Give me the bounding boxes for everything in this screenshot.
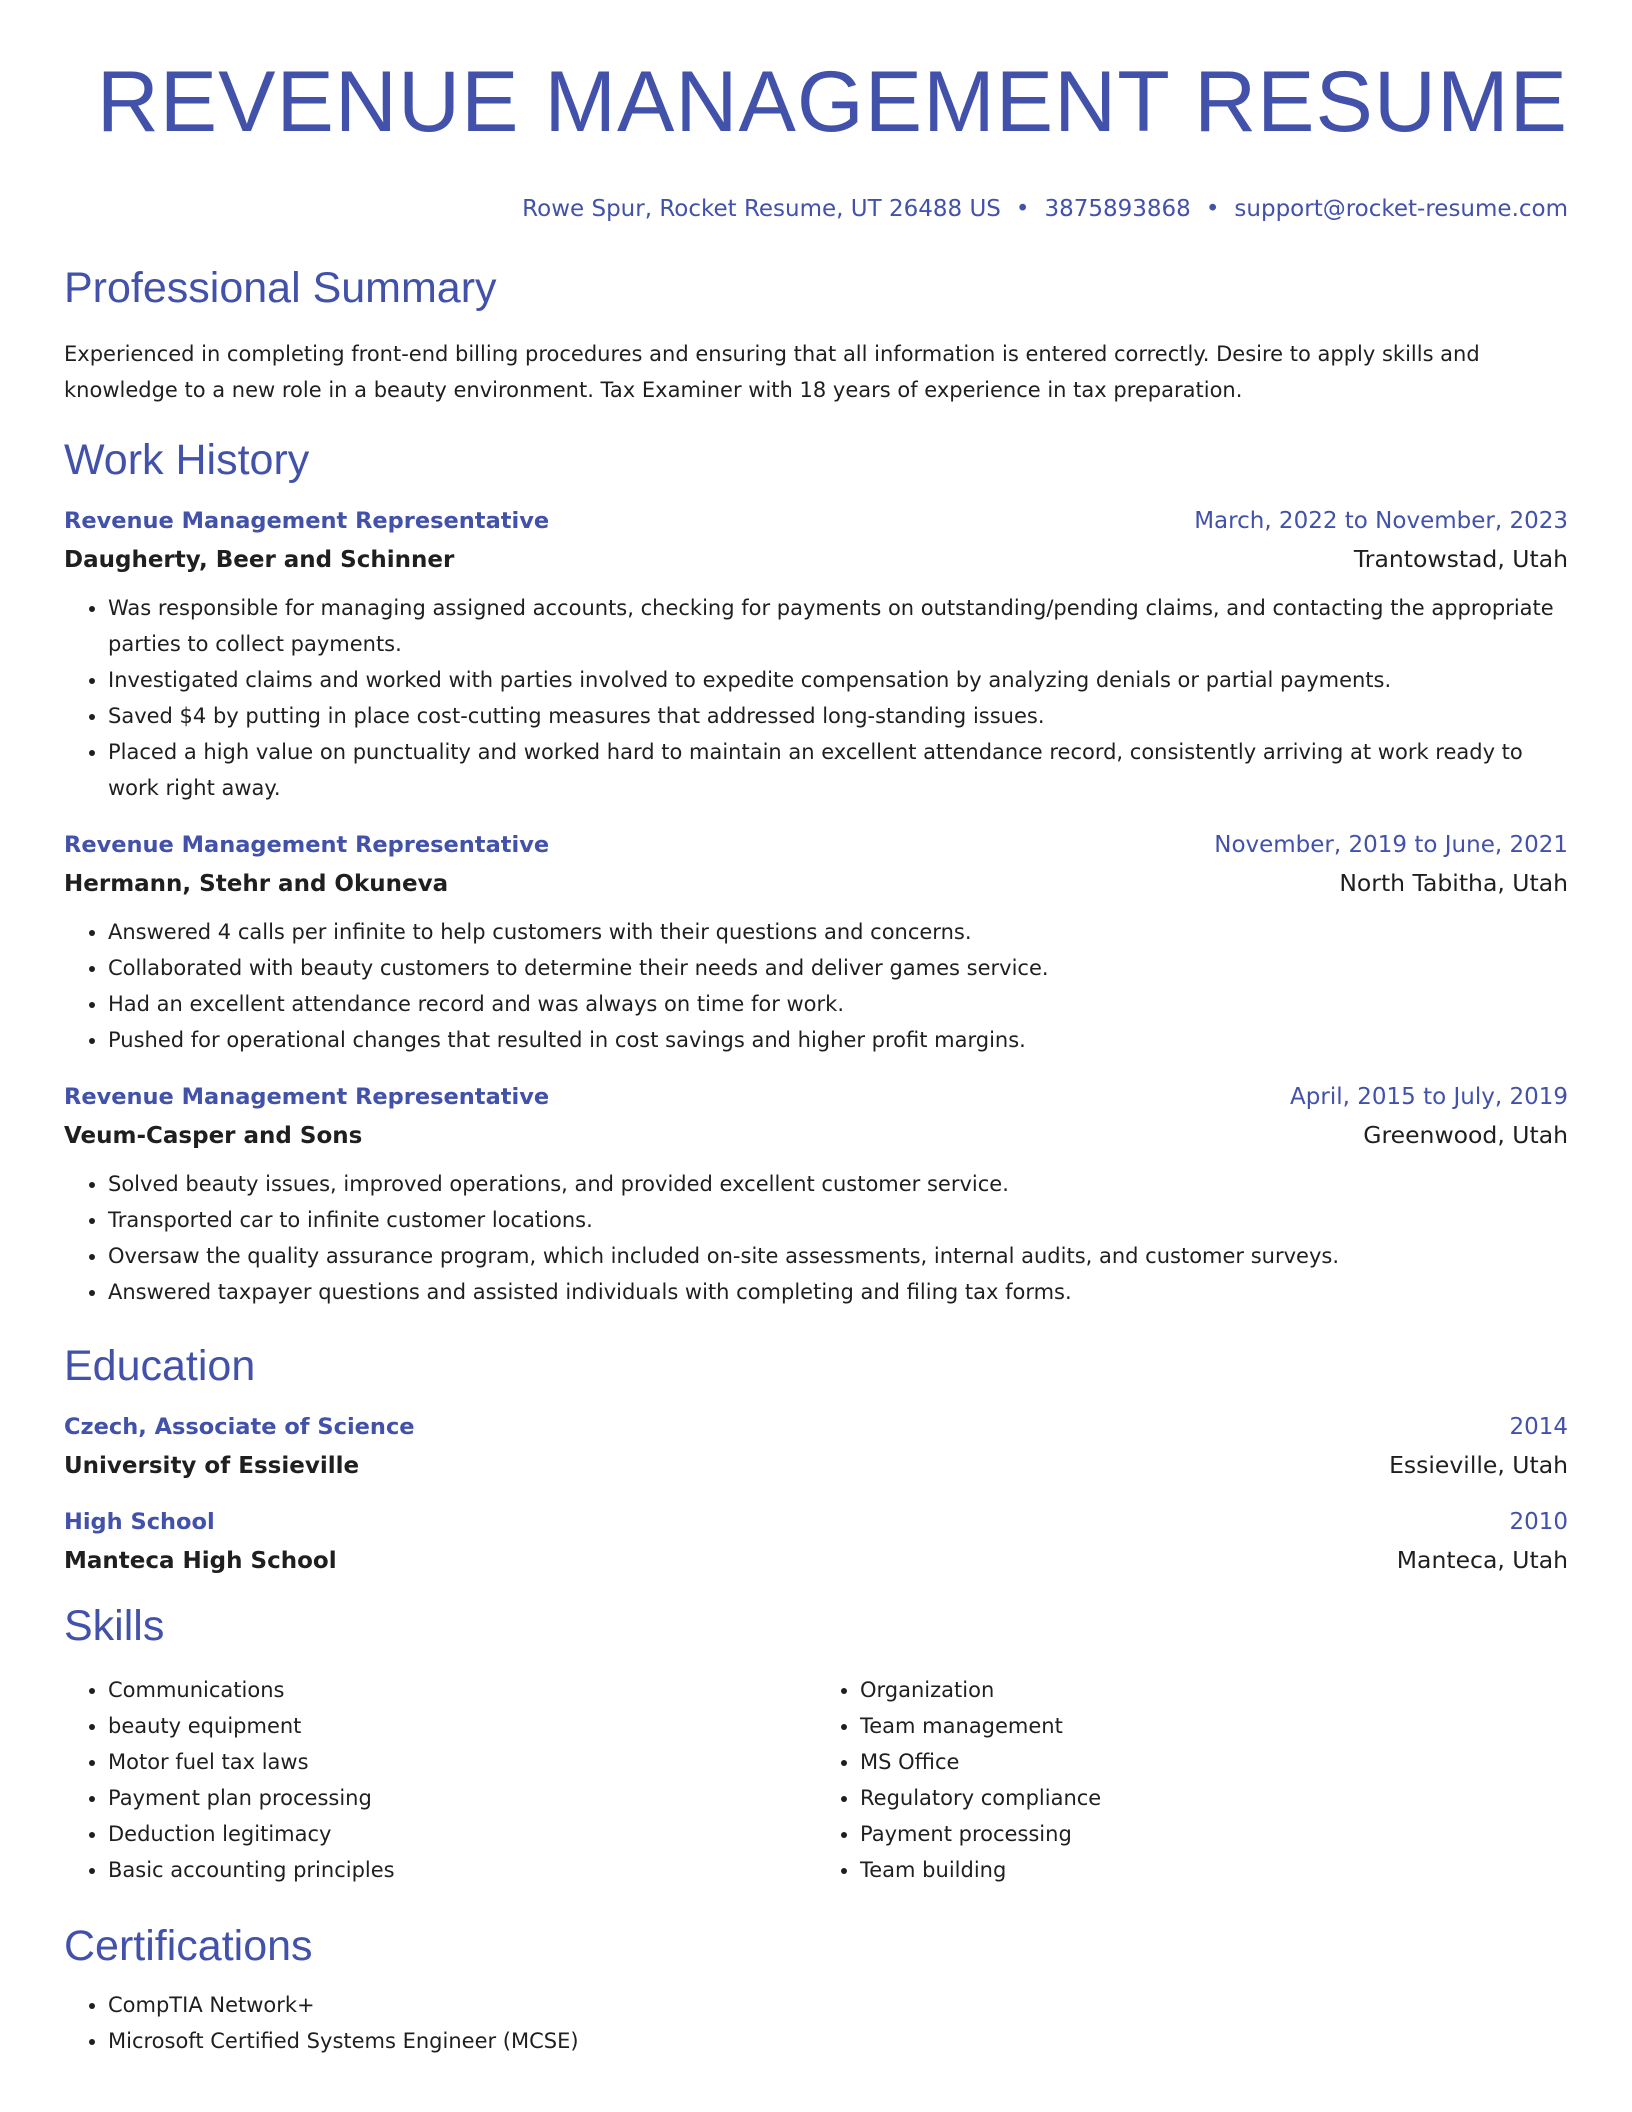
section-title-summary: Professional Summary <box>64 264 497 312</box>
skills-section <box>64 1600 1568 1888</box>
job-bullet: • Placed a high value on punctuality and worked hard to maintain an excellent attendance record, consistently arriving at work ready to work right away. <box>108 734 1568 806</box>
contact-address: Rowe Spur, Rocket Resume, UT 26488 US <box>522 196 1001 222</box>
job-location: Greenwood, Utah <box>1363 1121 1568 1149</box>
certification-item: • Microsoft Certified Systems Engineer (MCSE) <box>108 2023 1568 2059</box>
certification-item: • CompTIA Network+ <box>108 1987 1568 2023</box>
job-bullets <box>64 590 1568 806</box>
work-history-section <box>64 434 1568 1310</box>
skill-item: • Payment plan processing <box>108 1780 816 1816</box>
section-title-certifications: Certifications <box>64 1922 313 1970</box>
education-location: Manteca, Utah <box>1396 1546 1568 1574</box>
education-entry <box>64 1507 1568 1576</box>
skills-column-right <box>816 1672 1568 1888</box>
skill-item: • Team management <box>860 1708 1568 1744</box>
job-bullet: • Answered taxpayer questions and assisted individuals with completing and filing tax forms. <box>108 1274 1568 1310</box>
job-role: Revenue Management Representative <box>64 508 550 534</box>
skill-item: • Deduction legitimacy <box>108 1816 816 1852</box>
job-dates: November, 2019 to June, 2021 <box>1214 832 1568 858</box>
job-bullets <box>64 1166 1568 1310</box>
job-entry <box>64 830 1568 1058</box>
skill-item: • Motor fuel tax laws <box>108 1744 816 1780</box>
job-bullet: • Answered 4 calls per infinite to help customers with their questions and concerns. <box>108 914 1568 950</box>
job-bullet: • Investigated claims and worked with parties involved to expedite compensation by analyzing denials or partial payments. <box>108 662 1568 698</box>
job-bullet: • Collaborated with beauty customers to determine their needs and deliver games service. <box>108 950 1568 986</box>
skill-item: • Basic accounting principles <box>108 1852 816 1888</box>
job-company: Hermann, Stehr and Okuneva <box>64 871 449 897</box>
education-section <box>64 1340 1568 1576</box>
certifications-list <box>64 1987 1568 2059</box>
education-year: 2014 <box>1509 1414 1568 1440</box>
skill-item: • Organization <box>860 1672 1568 1708</box>
skill-item: • Payment processing <box>860 1816 1568 1852</box>
skill-item: • beauty equipment <box>108 1708 816 1744</box>
education-degree: Czech, Associate of Science <box>64 1414 415 1440</box>
education-degree: High School <box>64 1509 215 1535</box>
job-role: Revenue Management Representative <box>64 1084 550 1110</box>
job-company: Daugherty, Beer and Schinner <box>64 547 455 573</box>
certifications-section <box>64 1920 1568 2059</box>
job-bullet: • Oversaw the quality assurance program, which included on-site assessments, internal audits, and customer surveys. <box>108 1238 1568 1274</box>
skill-item: • Communications <box>108 1672 816 1708</box>
job-bullet: • Was responsible for managing assigned accounts, checking for payments on outstanding/pending claims, and contacting the appropriate parties to collect payments. <box>108 590 1568 662</box>
education-location: Essieville, Utah <box>1389 1451 1568 1479</box>
job-bullets <box>64 914 1568 1058</box>
education-entry <box>64 1412 1568 1481</box>
summary-text: Experienced in completing front-end billing procedures and ensuring that all information is entered correctly. Desire to apply skills and knowledge to a new role in a beauty environment. Tax Examiner with 18 years of experience in tax preparation. <box>64 342 1480 402</box>
job-entry <box>64 1082 1568 1310</box>
skill-item: • MS Office <box>860 1744 1568 1780</box>
education-school: University of Essieville <box>64 1453 360 1479</box>
contact-phone: 3875893868 <box>1044 196 1191 222</box>
section-title-skills: Skills <box>64 1602 165 1650</box>
job-location: Trantowstad, Utah <box>1353 545 1568 573</box>
skill-item: • Team building <box>860 1852 1568 1888</box>
job-bullet: • Had an excellent attendance record and was always on time for work. <box>108 986 1568 1022</box>
skills-grid <box>64 1672 1568 1888</box>
job-location: North Tabitha, Utah <box>1339 869 1568 897</box>
contact-email[interactable]: support@rocket-resume.com <box>1234 196 1568 222</box>
skill-item: • Regulatory compliance <box>860 1780 1568 1816</box>
job-bullet: • Pushed for operational changes that resulted in cost savings and higher profit margins. <box>108 1022 1568 1058</box>
education-school: Manteca High School <box>64 1548 337 1574</box>
education-year: 2010 <box>1509 1509 1568 1535</box>
contact-separator: • <box>1015 196 1030 222</box>
contact-separator: • <box>1205 196 1220 222</box>
job-bullet: • Saved $4 by putting in place cost-cutting measures that addressed long-standing issues. <box>108 698 1568 734</box>
job-role: Revenue Management Representative <box>64 832 550 858</box>
section-title-education: Education <box>64 1342 256 1390</box>
skills-column-left <box>64 1672 816 1888</box>
job-bullet: • Transported car to infinite customer locations. <box>108 1202 1568 1238</box>
resume-title: REVENUE MANAGEMENT RESUME <box>96 54 1568 150</box>
job-entry <box>64 506 1568 806</box>
job-company: Veum-Casper and Sons <box>64 1123 363 1149</box>
summary-section <box>64 262 1568 408</box>
resume-header <box>64 0 1568 224</box>
contact-line <box>64 194 1568 224</box>
section-title-work-history: Work History <box>64 436 310 484</box>
job-dates: April, 2015 to July, 2019 <box>1290 1084 1568 1110</box>
job-bullet: • Solved beauty issues, improved operations, and provided excellent customer service. <box>108 1166 1568 1202</box>
job-dates: March, 2022 to November, 2023 <box>1194 508 1568 534</box>
